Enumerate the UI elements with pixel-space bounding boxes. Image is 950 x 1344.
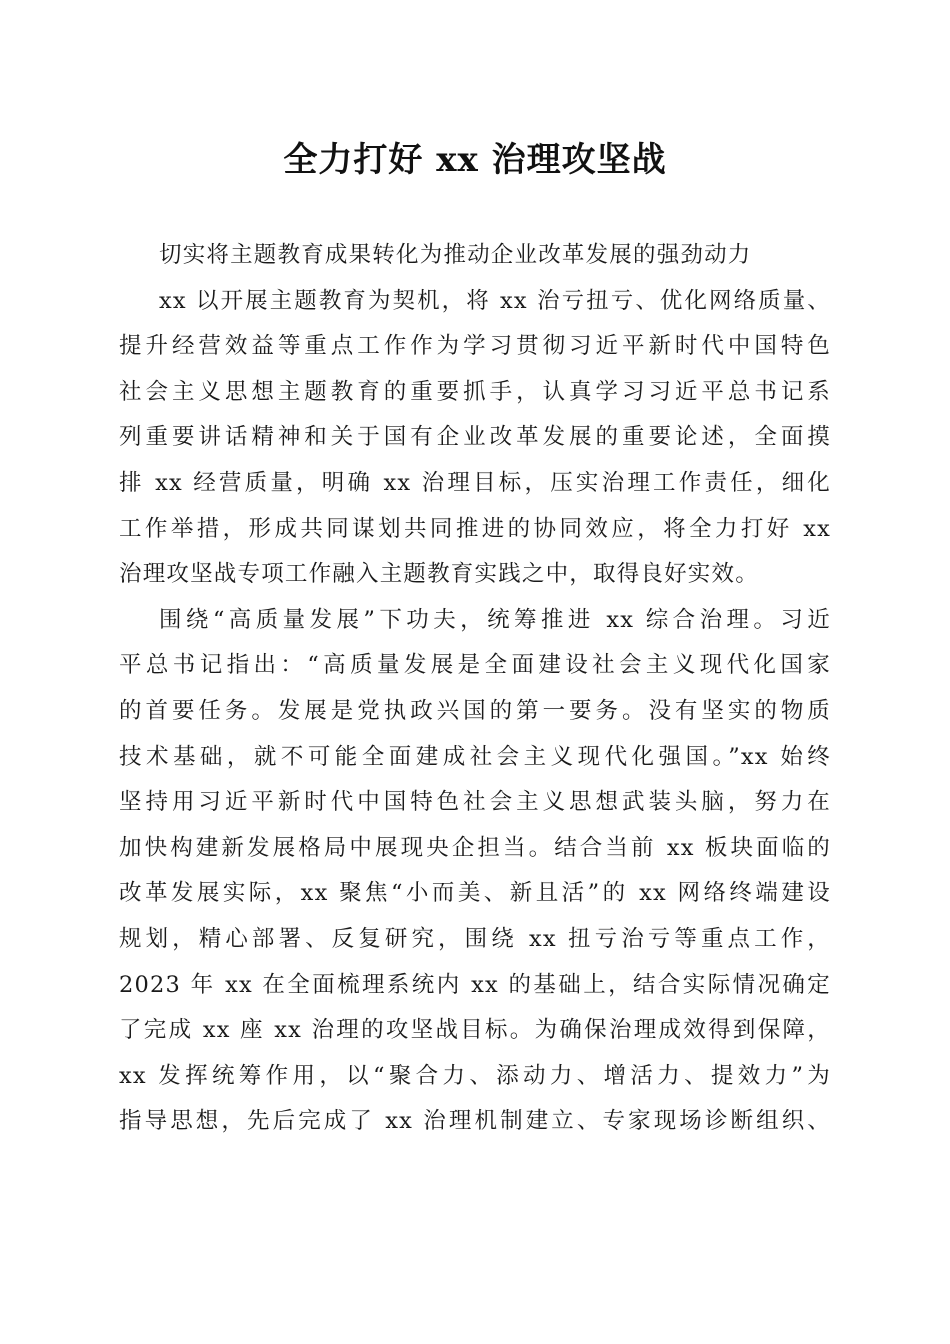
body-line: 排 xx 经营质量，明确 xx 治理目标，压实治理工作责任，细化 <box>119 469 831 496</box>
body-line: 切实将主题教育成果转化为推动企业改革发展的强劲动力 <box>159 242 752 268</box>
body-line: 坚持用习近平新时代中国特色社会主义思想武装头脑，努力在 <box>119 789 831 816</box>
body-line: 指导思想，先后完成了 xx 治理机制建立、专家现场诊断组织、 <box>119 1108 831 1135</box>
body-line: 工作举措，形成共同谋划共同推进的协同效应，将全力打好 xx <box>119 515 831 542</box>
body-line: 围绕“高质量发展”下功夫，统筹推进 xx 综合治理。习近 <box>159 606 831 633</box>
body-line: 加快构建新发展格局中展现央企担当。结合当前 xx 板块面临的 <box>119 834 831 861</box>
document-title: 全力打好 xx 治理攻坚战 <box>283 140 667 180</box>
body-line: 改革发展实际，xx 聚焦“小而美、新且活”的 xx 网络终端建设 <box>119 880 831 907</box>
body-line: 的首要任务。发展是党执政兴国的第一要务。没有坚实的物质 <box>119 697 831 724</box>
body-line: 社会主义思想主题教育的重要抓手，认真学习习近平总书记系 <box>119 378 831 405</box>
body-line: 提升经营效益等重点工作作为学习贯彻习近平新时代中国特色 <box>119 333 831 360</box>
body-line: 技术基础，就不可能全面建成社会主义现代化强国。”xx 始终 <box>119 743 831 770</box>
body-line: 规划，精心部署、反复研究，围绕 xx 扭亏治亏等重点工作， <box>119 925 831 952</box>
body-line: xx 以开展主题教育为契机，将 xx 治亏扭亏、优化网络质量、 <box>159 287 831 314</box>
body-line: xx 发挥统筹作用，以“聚合力、添动力、增活力、提效力”为 <box>119 1062 831 1089</box>
body-line: 了完成 xx 座 xx 治理的攻坚战目标。为确保治理成效得到保障， <box>119 1017 831 1044</box>
body-line: 2023 年 xx 在全面梳理系统内 xx 的基础上，结合实际情况确定 <box>119 971 831 998</box>
body-line: 列重要讲话精神和关于国有企业改革发展的重要论述，全面摸 <box>119 424 831 451</box>
document-body <box>119 233 831 1145</box>
body-line: 平总书记指出：“高质量发展是全面建设社会主义现代化国家 <box>119 652 831 679</box>
body-line: 治理攻坚战专项工作融入主题教育实践之中，取得良好实效。 <box>119 561 759 588</box>
